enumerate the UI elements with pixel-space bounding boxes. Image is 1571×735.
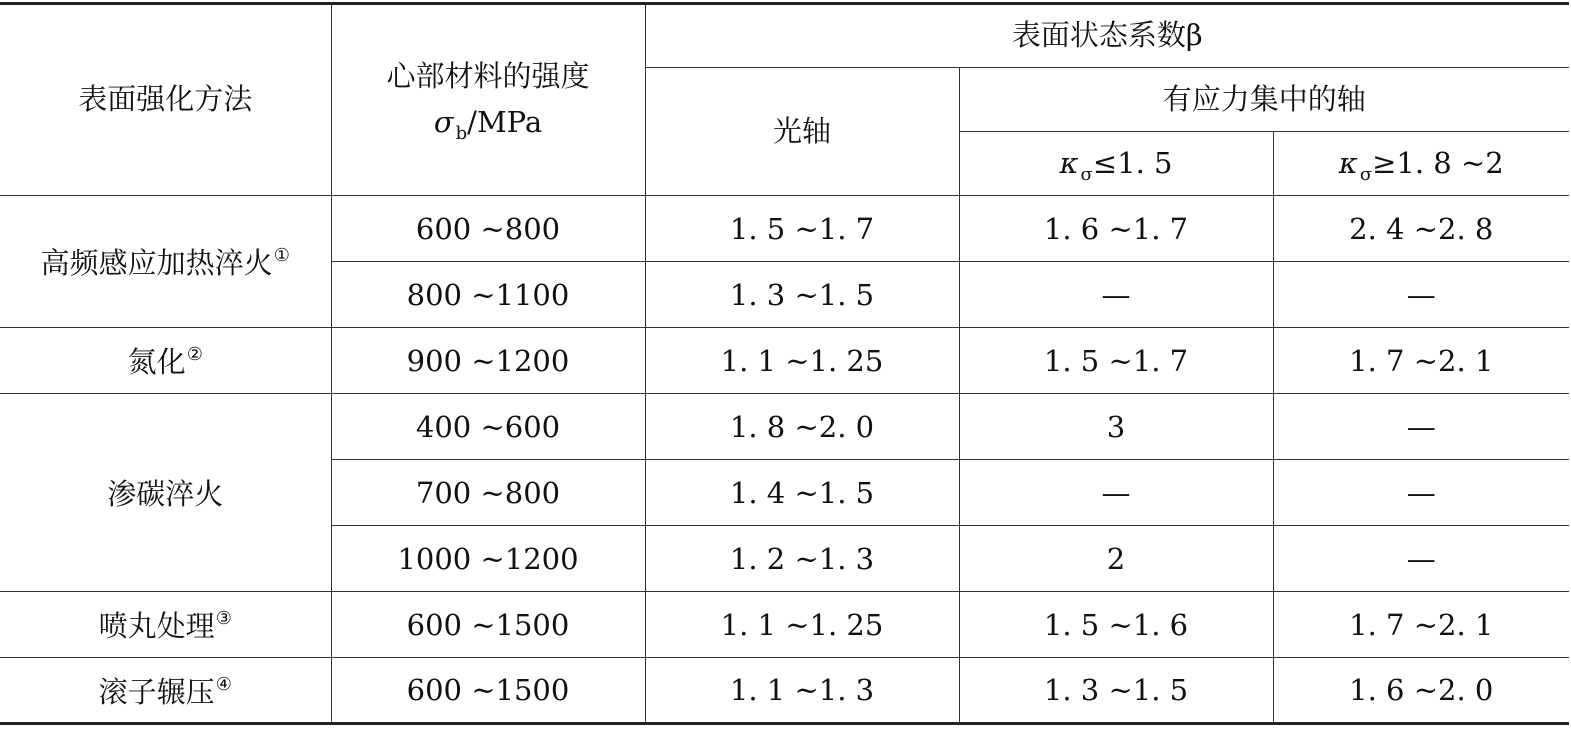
cell-k-le: 1. 3 ~1. 5 (959, 658, 1273, 724)
method-cell (0, 394, 331, 592)
method-label: 氮化 (127, 345, 186, 379)
method-label: 喷丸处理 (98, 609, 215, 643)
cell-k-le: 1. 5 ~1. 6 (959, 592, 1273, 658)
header-method: 表面强化方法 (0, 4, 331, 196)
footnote-marker: ④ (215, 673, 232, 695)
method-cell (0, 592, 331, 658)
cell-strength: 900 ~1200 (331, 328, 645, 394)
cell-strength: 1000 ~1200 (331, 526, 645, 592)
header-beta: 表面状态系数β (645, 4, 1569, 68)
cell-k-ge: — (1273, 460, 1569, 526)
surface-factor-table (0, 2, 1569, 725)
table-row (0, 196, 1569, 262)
header-stress-conc-shaft: 有应力集中的轴 (959, 68, 1569, 132)
method-label: 高频感应加热淬火 (40, 246, 273, 280)
footnote-marker: ③ (215, 608, 232, 629)
cell-smooth: 1. 2 ~1. 3 (645, 526, 959, 592)
table-row (0, 592, 1569, 658)
cell-smooth: 1. 8 ~2. 0 (645, 394, 959, 460)
method-cell (0, 328, 331, 394)
header-strength (331, 4, 645, 196)
footnote-marker: ② (186, 344, 203, 365)
footnote-marker: ① (273, 245, 290, 266)
cell-strength: 600 ~1500 (331, 658, 645, 724)
cell-strength: 600 ~1500 (331, 592, 645, 658)
cell-k-le: 1. 6 ~1. 7 (959, 196, 1273, 262)
table-body (0, 196, 1569, 724)
header-smooth-shaft: 光轴 (645, 68, 959, 196)
method-cell (0, 196, 331, 328)
cell-k-ge: — (1273, 262, 1569, 328)
table-row (0, 394, 1569, 460)
table-row (0, 658, 1569, 724)
cell-smooth: 1. 4 ~1. 5 (645, 460, 959, 526)
cell-k-le: — (959, 262, 1273, 328)
header-strength-title: 心部材料的强度 (386, 59, 590, 94)
cell-smooth: 1. 1 ~1. 25 (645, 592, 959, 658)
cell-k-ge: 1. 7 ~2. 1 (1273, 328, 1569, 394)
cell-k-ge: — (1273, 526, 1569, 592)
cell-k-le: — (959, 460, 1273, 526)
header-kappa-ge: κ $_\sigma$≥1. 8 ~2 (1273, 132, 1569, 196)
cell-strength: 800 ~1100 (331, 262, 645, 328)
table-row (0, 328, 1569, 394)
cell-k-ge: 2. 4 ~2. 8 (1273, 196, 1569, 262)
cell-k-le: 1. 5 ~1. 7 (959, 328, 1273, 394)
cell-smooth: 1. 3 ~1. 5 (645, 262, 959, 328)
cell-smooth: 1. 1 ~1. 3 (645, 658, 959, 724)
cell-k-le: 2 (959, 526, 1273, 592)
cell-smooth: 1. 5 ~1. 7 (645, 196, 959, 262)
cell-strength: 600 ~800 (331, 196, 645, 262)
cell-smooth: 1. 1 ~1. 25 (645, 328, 959, 394)
cell-k-ge: 1. 7 ~2. 1 (1273, 592, 1569, 658)
header-kappa-le: κ $_\sigma$≤1. 5 (959, 132, 1273, 196)
method-label: 滚子辗压 (98, 674, 215, 709)
header-strength-unit: σ $_b$/MPa (433, 105, 543, 144)
cell-k-ge: 1. 6 ~2. 0 (1273, 658, 1569, 724)
cell-k-ge: — (1273, 394, 1569, 460)
cell-strength: 400 ~600 (331, 394, 645, 460)
cell-strength: 700 ~800 (331, 460, 645, 526)
cell-k-le: 3 (959, 394, 1273, 460)
method-label: 渗碳淬火 (107, 477, 224, 511)
method-cell (0, 658, 331, 724)
